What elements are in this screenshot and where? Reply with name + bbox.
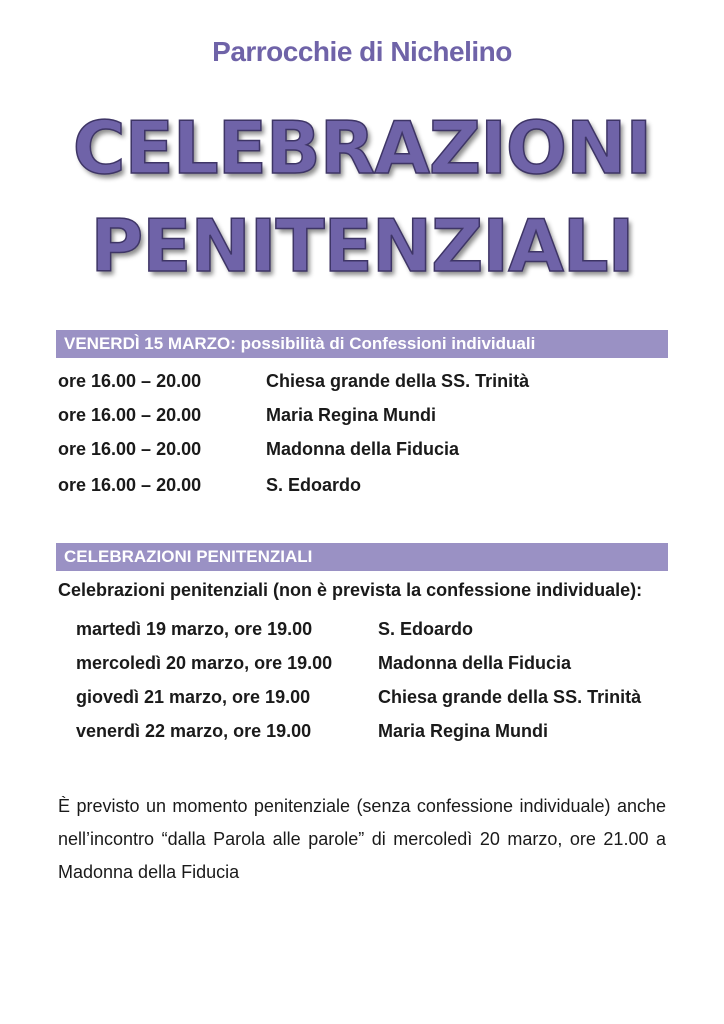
schedule-row-time: ore 16.00 – 20.00 — [58, 439, 202, 459]
celebration-row-place: Chiesa grande della SS. Trinità — [378, 687, 642, 707]
celebration-row-date: mercoledì 20 marzo, ore 19.00 — [76, 653, 333, 673]
celebrations-intro: Celebrazioni penitenziali (non è prevista la confessione individuale): — [58, 580, 643, 600]
closing-note: È previsto un momento penitenziale (senza confessione individuale) anche nell’incontro “dalla Parola alle parole” di mercoledì 20 marzo, ore 21.00 a Madonna della Fiducia — [58, 796, 666, 882]
section-bar-confessions: VENERDÌ 15 MARZO: possibilità di Confessioni individuali — [56, 330, 668, 358]
schedule-row-place: S. Edoardo — [266, 475, 362, 495]
celebration-row-date: martedì 19 marzo, ore 19.00 — [76, 619, 313, 639]
celebration-row-place: Maria Regina Mundi — [378, 721, 549, 741]
section-bar-celebrations: CELEBRAZIONI PENITENZIALI — [56, 543, 668, 571]
parish-header: Parrocchie di Nichelino — [212, 36, 512, 67]
schedule-row-place: Chiesa grande della SS. Trinità — [266, 371, 530, 391]
schedule-row-place: Madonna della Fiducia — [266, 439, 460, 459]
schedule-row-time: ore 16.00 – 20.00 — [58, 475, 202, 495]
schedule-row-time: ore 16.00 – 20.00 — [58, 405, 202, 425]
schedule-row-place: Maria Regina Mundi — [266, 405, 437, 425]
celebration-row-place: S. Edoardo — [378, 619, 474, 639]
celebration-row-date: venerdì 22 marzo, ore 19.00 — [76, 721, 312, 741]
schedule-row-time: ore 16.00 – 20.00 — [58, 371, 202, 391]
title-line-2: PENITENZIALI — [90, 204, 634, 288]
title-line-1: CELEBRAZIONI — [72, 106, 652, 190]
celebration-row-place: Madonna della Fiducia — [378, 653, 572, 673]
celebration-row-date: giovedì 21 marzo, ore 19.00 — [76, 687, 311, 707]
